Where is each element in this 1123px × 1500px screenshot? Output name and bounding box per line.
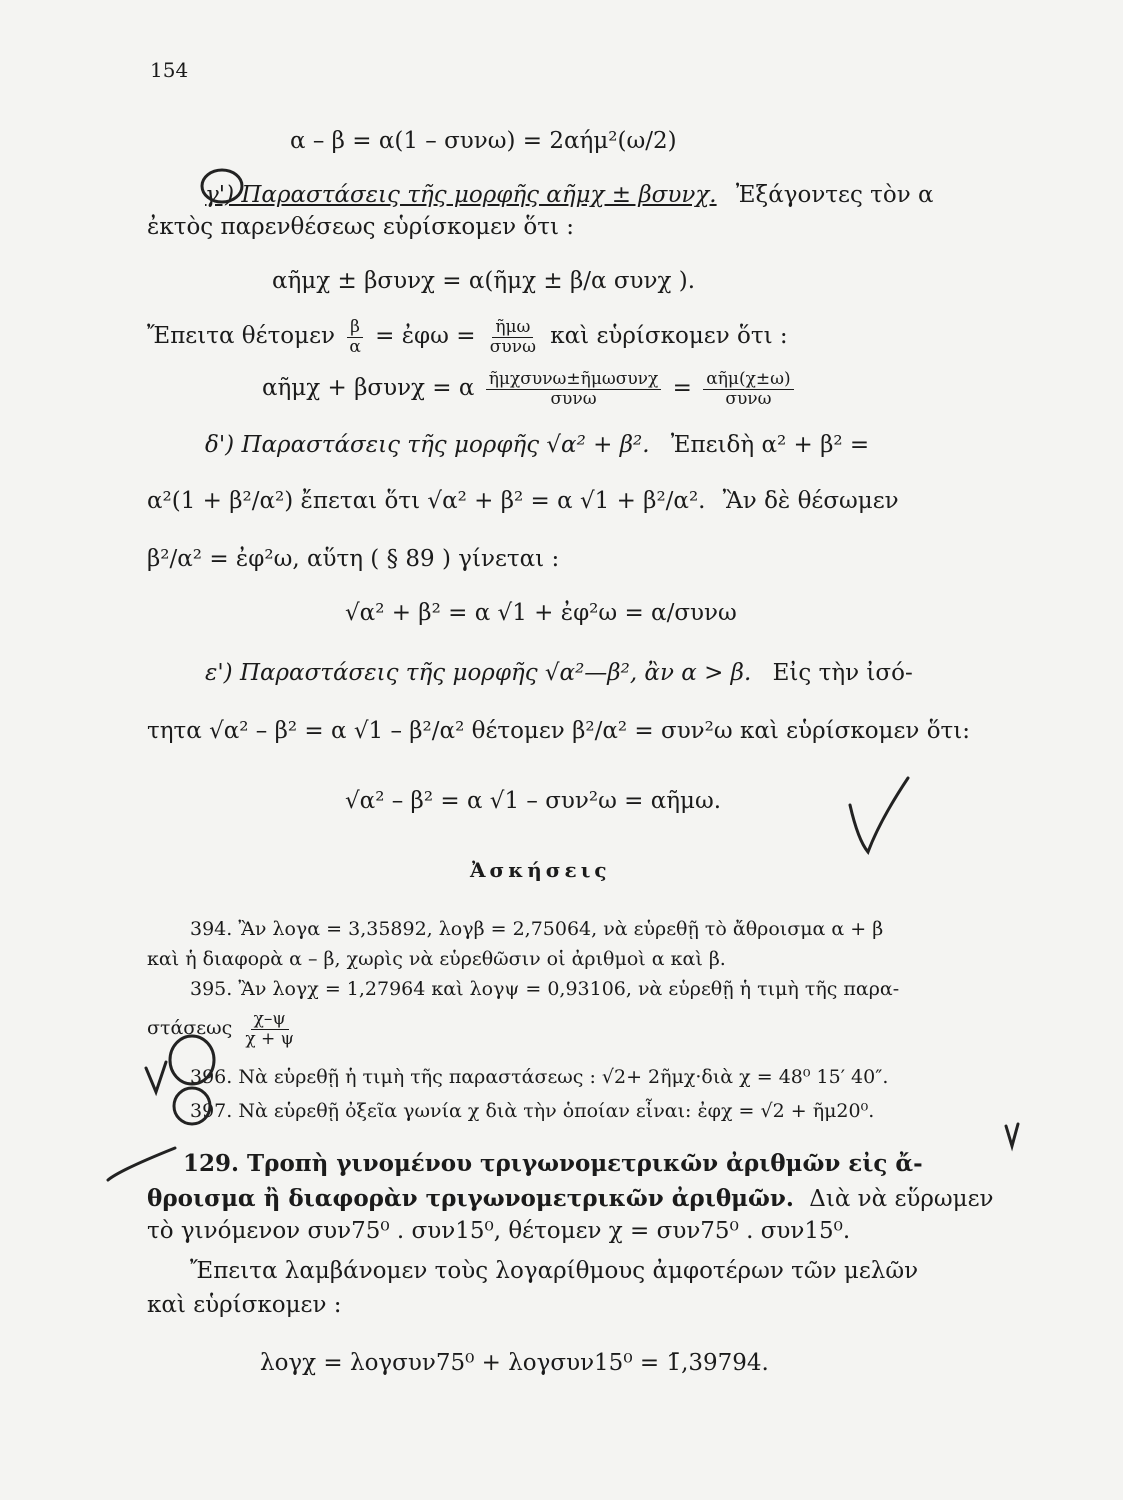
section-epsilon-line (205, 660, 913, 686)
frac-num: χ–ψ (251, 1010, 289, 1030)
frac-num: β (347, 318, 363, 338)
checkmark-small (146, 1062, 166, 1092)
exercise-394-line1: 394. Ἂν λογα = 3,35892, λογβ = 2,75064, νὰ εὑρεθῇ τὸ ἄθροισμα α + β (190, 918, 884, 940)
frac-den: α (349, 336, 361, 357)
section-129-line3: τὸ γινόμενον συν75⁰ . συν15⁰, θέτομεν χ = συν75⁰ . συν15⁰. (147, 1218, 851, 1244)
fraction-x-minus-psi (242, 1010, 297, 1048)
section-gamma-heading: γ') Παραστάσεις τῆς μορφῆς αῆμχ ± βσυνχ. (205, 182, 717, 208)
exercise-395-line2 (147, 1010, 301, 1048)
exercise-396: 396. Νὰ εὑρεθῇ ἡ τιμὴ τῆς παραστάσεως : √2+ 2ῆμχ·διὰ χ = 48⁰ 15′ 40″. (190, 1066, 889, 1088)
section-129-heading-line2 (147, 1185, 994, 1212)
equation-log-product: λογχ = λογσυν75⁰ + λογσυν15⁰ = 1̄,39794. (260, 1350, 769, 1376)
line-delta3: β²/α² = ἐφ²ω, αὕτη ( § 89 ) γίνεται : (147, 546, 560, 572)
line-epeita-b: = ἐφω = (375, 323, 476, 350)
equation-amx-bsynx: αῆμχ ± βσυνχ = α(ῆμχ ± β/α συνχ ). (272, 268, 696, 294)
frac-num: αῆμ(χ±ω) (703, 370, 793, 390)
exercise-397: 397. Νὰ εὑρεθῇ ὀξεῖα γωνία χ διὰ τὴν ὁποίαν εἶναι: ἐφχ = √2 + ῆμ20⁰. (190, 1100, 875, 1122)
fraction-beta-alpha (346, 318, 363, 356)
equation-sqrt-diff: √α² – β² = α √1 – συν²ω = αῆμω. (345, 788, 722, 814)
section-129-heading-line1 (183, 1150, 923, 1177)
equation-amx-plus-bsynx (262, 370, 798, 408)
section-epsilon-text: Εἰς τὴν ἰσό- (772, 660, 913, 686)
section-epsilon-heading: ε') Παραστάσεις τῆς μορφῆς √α²—β², ἂν α > β. (205, 660, 752, 686)
section-gamma-text: Ἐξάγοντες τὸν α (735, 182, 934, 208)
fraction-hmw-synw (487, 318, 539, 356)
fraction-eq3-2 (703, 370, 793, 408)
frac-den: συνω (550, 388, 597, 409)
section-delta-line (205, 432, 869, 458)
line-epeita-thetomen (147, 318, 788, 356)
eq3-left: αῆμχ + βσυνχ = α (262, 375, 475, 402)
frac-num: ῆμω (492, 318, 533, 338)
section-gamma-text2: ἐκτὸς παρενθέσεως εὑρίσκομεν ὅτι : (147, 214, 575, 240)
section-gamma-line (205, 182, 934, 208)
pen-stroke (108, 1148, 175, 1180)
section-129-number: 129 (183, 1150, 232, 1177)
exercises-title: Ἀσκήσεις (470, 858, 611, 882)
line-eps2: τητα √α² – β² = α √1 – β²/α² θέτομεν β²/α² = συν²ω καὶ εὑρίσκομεν ὅτι: (147, 718, 971, 744)
line-epeita-c: καὶ εὑρίσκομεν ὅτι : (550, 323, 788, 350)
section-129-line5: καὶ εὑρίσκομεν : (147, 1292, 342, 1318)
line-epeita-a: Ἔπειτα θέτομεν (147, 323, 335, 350)
checkmark-large (850, 778, 908, 852)
checkmark-right (1006, 1124, 1018, 1146)
eq3-equals: = (672, 375, 692, 402)
equation-sqrt-sum: √α² + β² = α √1 + ἐφ²ω = α/συνω (345, 600, 737, 626)
page-number: 154 (150, 58, 189, 82)
section-delta-heading: δ') Παραστάσεις τῆς μορφῆς √α² + β². (205, 432, 650, 458)
section-129-heading2: θροισμα ἢ διαφορὰν τριγωνομετρικῶν ἀριθμῶν. (147, 1185, 794, 1212)
exercise-395-line1: 395. Ἂν λογχ = 1,27964 καὶ λογψ = 0,93106, νὰ εὑρεθῇ ἡ τιμὴ τῆς παρα- (190, 978, 900, 1000)
exercise-394-line2: καὶ ἡ διαφορὰ α – β, χωρὶς νὰ εὑρεθῶσιν οἱ ἀριθμοὶ α καὶ β. (147, 948, 726, 970)
frac-den: συνω (725, 388, 772, 409)
line-delta2 (147, 488, 899, 514)
frac-num: ῆμχσυνω±ῆμωσυνχ (486, 370, 662, 390)
section-129-text1: Διὰ νὰ εὕρωμεν (809, 1186, 994, 1212)
fraction-eq3-1 (486, 370, 662, 408)
section-delta-text: Ἐπειδὴ α² + β² = (670, 432, 870, 458)
frac-den: χ + ψ (245, 1028, 294, 1049)
exercise-395-text: στάσεως (147, 1017, 233, 1040)
line-delta2-b: Ἂν δὲ θέσωμεν (722, 488, 899, 514)
frac-den: συνω (489, 336, 536, 357)
section-129-line4: Ἔπειτα λαμβάνομεν τοὺς λογαρίθμους ἀμφοτέρων τῶν μελῶν (190, 1258, 919, 1284)
equation-alpha-minus-beta: α – β = α(1 – συνω) = 2αήμ²(ω/2) (290, 128, 677, 154)
section-129-heading1: . Τροπὴ γινομένου τριγωνομετρικῶν ἀριθμῶν εἰς ἄ- (231, 1150, 923, 1177)
line-delta2-a: α²(1 + β²/α²) ἔπεται ὅτι √α² + β² = α √1 + β²/α². (147, 488, 706, 514)
